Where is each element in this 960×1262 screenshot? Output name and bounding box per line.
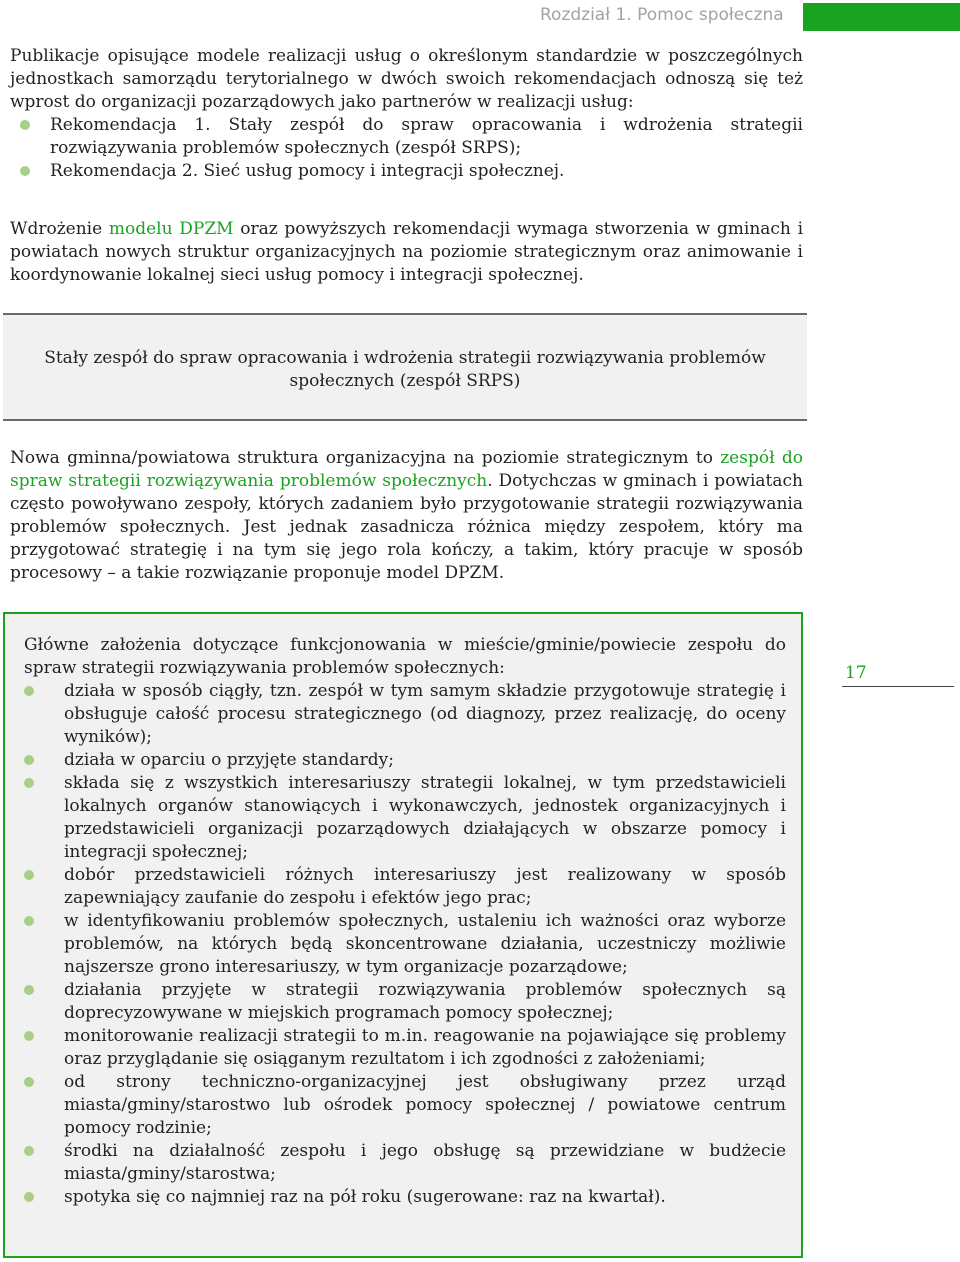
assumptions-content <box>24 634 786 1209</box>
list-item-text: działa w oparciu o przyjęte standardy; <box>64 750 394 770</box>
bullet-icon <box>24 870 34 880</box>
page-number-rule <box>842 686 954 687</box>
list-item <box>24 749 786 772</box>
assumptions-intro: Główne założenia dotyczące funkcjonowania w mieście/gminie/powiecie zespołu do spraw strategii rozwiązywania problemów społecznych: <box>24 635 786 678</box>
chapter-title: Rozdział 1. Pomoc społeczna <box>540 5 784 25</box>
list-item <box>24 772 786 864</box>
bullet-icon <box>24 1146 34 1156</box>
banner-line-1: Stały zespół do spraw opracowania i wdrożenia strategii rozwiązywania problemów <box>44 348 766 368</box>
page-number: 17 <box>845 663 867 683</box>
structure-section <box>10 447 803 585</box>
bullet-icon <box>24 1031 34 1041</box>
banner-title <box>3 347 807 393</box>
bullet-icon <box>24 985 34 995</box>
implementation-text-before: Wdrożenie <box>10 219 109 239</box>
list-item <box>24 1071 786 1140</box>
bullet-icon <box>24 686 34 696</box>
list-item-text: w identyfikowaniu problemów społecznych, ustaleniu ich ważności oraz wyborze problemów, na których będą skoncentrowane działania, uczestniczy możliwie najszersze grono interesariuszy, w tym organizacje pozarządowe; <box>64 911 786 977</box>
recommendations-list <box>10 114 803 183</box>
bullet-icon <box>24 1192 34 1202</box>
intro-paragraph: Publikacje opisujące modele realizacji usług o określonym standardzie w poszczególnych jednostkach samorządu terytorialnego w dwóch swoich rekomendacjach odnoszą się też wprost do organizacji pozarządowych jako partnerów w realizacji usług: <box>10 46 803 112</box>
srps-banner <box>3 313 807 421</box>
implementation-text-after: oraz powyższych rekomendacji wymaga stworzenia w gminach i powiatach nowych struktur organizacyjnych na poziomie strategicznym oraz animowanie i koordynowanie lokalnej sieci usług pomocy i integracji społecznej. <box>10 219 804 285</box>
structure-text-after: . Dotychczas w gminach i powiatach często powoływano zespoły, których zadaniem było przygotowanie strategii rozwiązywania problemów społecznych. Jest jednak zasadnicza różnica między zespołem, który ma przygotować strategię i na tym się jego rola kończy, a takim, który pracuje w sposób procesowy – a takie rozwiązanie proponuje model DPZM. <box>10 471 803 583</box>
list-item <box>24 910 786 979</box>
list-item <box>24 680 786 749</box>
list-item <box>24 1140 786 1186</box>
bullet-icon <box>24 778 34 788</box>
dpzm-model-link[interactable]: modelu DPZM <box>108 219 234 239</box>
implementation-paragraph <box>10 218 803 287</box>
list-item-text: Rekomendacja 2. Sieć usług pomocy i integracji społecznej. <box>50 161 565 181</box>
bullet-icon <box>24 916 34 926</box>
list-item <box>10 114 803 160</box>
assumptions-list <box>24 680 786 1209</box>
list-item <box>24 1025 786 1071</box>
header-accent-bar <box>803 3 960 31</box>
list-item-text: dobór przedstawicieli różnych interesariuszy jest realizowany w sposób zapewniający zaufanie do zespołu i efektów jego prac; <box>64 865 786 908</box>
list-item-text: Rekomendacja 1. Stały zespół do spraw opracowania i wdrożenia strategii rozwiązywania problemów społecznych (zespół SRPS); <box>50 115 803 158</box>
list-item-text: środki na działalność zespołu i jego obsługę są przewidziane w budżecie miasta/gminy/starostwa; <box>64 1141 786 1184</box>
implementation-section <box>10 218 803 287</box>
list-item <box>24 979 786 1025</box>
list-item <box>10 160 803 183</box>
list-item-text: działania przyjęte w strategii rozwiązywania problemów społecznych są doprecyzowywane w miejskich programach pomocy społecznej; <box>64 980 786 1023</box>
bullet-icon <box>20 166 30 176</box>
bullet-icon <box>20 120 30 130</box>
assumptions-box <box>3 612 803 1258</box>
structure-paragraph <box>10 447 803 585</box>
list-item-text: składa się z wszystkich interesariuszy strategii lokalnej, w tym przedstawicieli lokalnych organów stanowiących i wykonawczych, jednostek organizacyjnych i przedstawicieli organizacji pozarządowych działających w obszarze pomocy i integracji społecznej; <box>64 773 786 862</box>
list-item-text: monitorowanie realizacji strategii to m.in. reagowanie na pojawiające się problemy oraz przyglądanie się osiąganym rezultatom i ich zgodności z założeniami; <box>64 1026 786 1069</box>
bullet-icon <box>24 755 34 765</box>
structure-text-before: Nowa gminna/powiatowa struktura organizacyjna na poziomie strategicznym to <box>10 448 721 468</box>
list-item <box>24 1186 786 1209</box>
list-item <box>24 864 786 910</box>
list-item-text: działa w sposób ciągły, tzn. zespół w tym samym składzie przygotowuje strategię i obsługuje całość procesu strategicznego (od diagnozy, przez realizację, do oceny wyników); <box>64 681 786 747</box>
list-item-text: od strony techniczno-organizacyjnej jest obsługiwany przez urząd miasta/gminy/starostwo lub ośrodek pomocy społecznej / powiatowe centrum pomocy rodzinie; <box>64 1072 786 1138</box>
intro-section <box>10 45 803 183</box>
list-item-text: spotyka się co najmniej raz na pół roku (sugerowane: raz na kwartał). <box>64 1187 666 1207</box>
banner-line-2: społecznych (zespół SRPS) <box>289 371 521 391</box>
bullet-icon <box>24 1077 34 1087</box>
srps-team-highlight: zespół do spraw strategii rozwiązywania problemów społecznych <box>10 448 803 491</box>
